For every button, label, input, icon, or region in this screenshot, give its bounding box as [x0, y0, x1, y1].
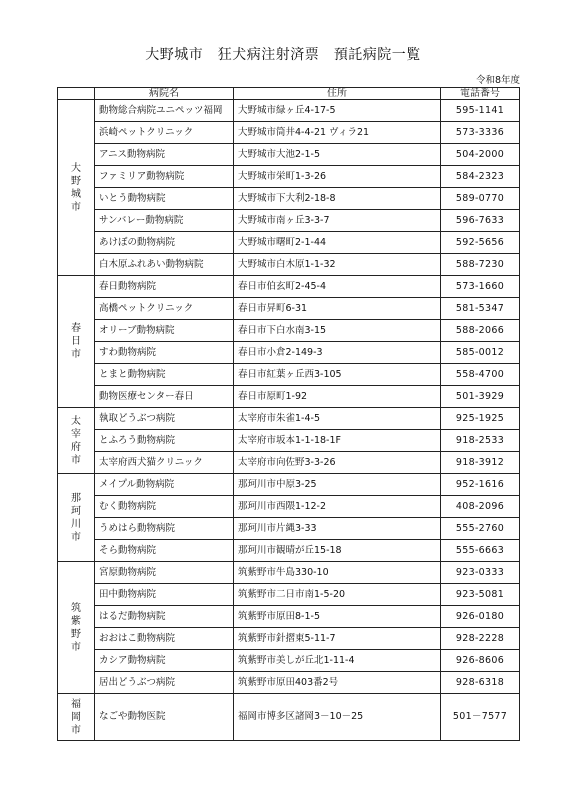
city-label: 春日市 [71, 323, 81, 360]
table-row [58, 364, 520, 386]
address-cell: 太宰府市坂本1-1-18-1F [234, 430, 441, 452]
phone-cell: 581-5347 [441, 298, 520, 320]
phone-cell: 928-2228 [441, 628, 520, 650]
table-body [58, 100, 520, 741]
header-phone: 電話番号 [441, 88, 520, 100]
address-cell: 筑紫野市牛島330-10 [234, 562, 441, 584]
phone-cell: 926-0180 [441, 606, 520, 628]
phone-cell: 952-1616 [441, 474, 520, 496]
address-cell: 春日市小倉2-149-3 [234, 342, 441, 364]
fiscal-year-label: 令和8年度 [475, 75, 520, 86]
city-label: 那珂川市 [71, 492, 81, 543]
hospital-name-cell: そら動物病院 [95, 540, 234, 562]
hospital-name-cell: とまと動物病院 [95, 364, 234, 386]
table-row [58, 452, 520, 474]
address-cell: 那珂川市片縄3-33 [234, 518, 441, 540]
table-row [58, 606, 520, 628]
hospital-name-cell: 動物総合病院ユニペッツ福岡 [95, 100, 234, 122]
phone-cell: 501-3929 [441, 386, 520, 408]
address-cell: 春日市原町1-92 [234, 386, 441, 408]
address-cell: 大野城市大池2-1-5 [234, 144, 441, 166]
hospital-name-cell: 動物医療センター春日 [95, 386, 234, 408]
table-row [58, 166, 520, 188]
table-row [58, 496, 520, 518]
city-cell [58, 474, 95, 562]
table-row [58, 276, 520, 298]
phone-cell: 918-2533 [441, 430, 520, 452]
hospital-name-cell: とふろう動物病院 [95, 430, 234, 452]
hospital-name-cell: いとう動物病院 [95, 188, 234, 210]
phone-cell: 558-4700 [441, 364, 520, 386]
table-row [58, 298, 520, 320]
address-cell: 春日市下白水南3-15 [234, 320, 441, 342]
address-cell: 筑紫野市原田403番2号 [234, 672, 441, 694]
table-row [58, 408, 520, 430]
table-row [58, 232, 520, 254]
phone-cell: 928-6318 [441, 672, 520, 694]
city-label: 福岡市 [71, 698, 81, 736]
table-row [58, 474, 520, 496]
phone-cell: 595-1141 [441, 100, 520, 122]
hospital-name-cell: 浜崎ペットクリニック [95, 122, 234, 144]
city-cell [58, 276, 95, 408]
hospital-name-cell: 執取どうぶつ病院 [95, 408, 234, 430]
address-cell: 大野城市白木原1-1-32 [234, 254, 441, 276]
header-address: 住所 [234, 88, 441, 100]
phone-cell: 584-2323 [441, 166, 520, 188]
city-cell [58, 562, 95, 694]
hospital-name-cell: メイプル動物病院 [95, 474, 234, 496]
address-cell: 大野城市筒井4-4-21 ヴィラ21 [234, 122, 441, 144]
phone-cell: 923-5081 [441, 584, 520, 606]
phone-cell: 926-8606 [441, 650, 520, 672]
address-cell: 筑紫野市二日市南1-5-20 [234, 584, 441, 606]
hospital-name-cell: すわ動物病院 [95, 342, 234, 364]
phone-cell: 408-2096 [441, 496, 520, 518]
address-cell: 筑紫野市原田8-1-5 [234, 606, 441, 628]
phone-cell: 504-2000 [441, 144, 520, 166]
page-title: 大野城市 狂犬病注射済票 預託病院一覧 [145, 47, 421, 63]
hospital-name-cell: サンバレー動物病院 [95, 210, 234, 232]
table-row [58, 540, 520, 562]
table-row [58, 342, 520, 364]
table-row [58, 320, 520, 342]
hospital-name-cell: 太宰府西犬猫クリニック [95, 452, 234, 474]
city-cell [58, 408, 95, 474]
hospital-name-cell: ファミリア動物病院 [95, 166, 234, 188]
table-row [58, 562, 520, 584]
phone-cell: 573-3336 [441, 122, 520, 144]
hospital-name-cell: むく動物病院 [95, 496, 234, 518]
hospital-name-cell: あけぼの動物病院 [95, 232, 234, 254]
table-row [58, 430, 520, 452]
city-label: 筑紫野市 [71, 602, 81, 653]
hospital-name-cell: カシア動物病院 [95, 650, 234, 672]
phone-cell: 923-0333 [441, 562, 520, 584]
address-cell: 春日市紅葉ヶ丘西3-105 [234, 364, 441, 386]
header-city [58, 88, 95, 100]
address-cell: 那珂川市観晴が丘15-18 [234, 540, 441, 562]
address-cell: 大野城市南ヶ丘3-3-7 [234, 210, 441, 232]
city-label: 太宰府市 [71, 415, 81, 466]
table-row [58, 100, 520, 122]
table-row [58, 210, 520, 232]
city-cell [58, 694, 95, 741]
header-hospital-name: 病院名 [95, 88, 234, 100]
phone-cell: 501－7577 [441, 694, 520, 741]
address-cell: 那珂川市西隈1-12-2 [234, 496, 441, 518]
table-row [58, 188, 520, 210]
hospital-name-cell: 宮原動物病院 [95, 562, 234, 584]
hospital-table [57, 87, 520, 741]
table-row [58, 254, 520, 276]
phone-cell: 573-1660 [441, 276, 520, 298]
hospital-name-cell: 高橋ペットクリニック [95, 298, 234, 320]
phone-cell: 588-7230 [441, 254, 520, 276]
table-header-row [58, 88, 520, 100]
address-cell: 大野城市曙町2-1-44 [234, 232, 441, 254]
address-cell: 大野城市栄町1-3-26 [234, 166, 441, 188]
hospital-name-cell: はるだ動物病院 [95, 606, 234, 628]
address-cell: 大野城市下大利2-18-8 [234, 188, 441, 210]
address-cell: 福岡市博多区諸岡3－10－25 [234, 694, 441, 741]
address-cell: 太宰府市向佐野3-3-26 [234, 452, 441, 474]
hospital-name-cell: オリーブ動物病院 [95, 320, 234, 342]
table-row [58, 628, 520, 650]
city-cell [58, 100, 95, 276]
hospital-name-cell: 田中動物病院 [95, 584, 234, 606]
table-row [58, 144, 520, 166]
hospital-name-cell: なごや動物医院 [95, 694, 234, 741]
table-row [58, 650, 520, 672]
phone-cell: 585-0012 [441, 342, 520, 364]
address-cell: 太宰府市朱雀1-4-5 [234, 408, 441, 430]
address-cell: 筑紫野市針摺東5-11-7 [234, 628, 441, 650]
address-cell: 春日市昇町6-31 [234, 298, 441, 320]
table-row [58, 672, 520, 694]
city-label: 大野城市 [71, 162, 81, 213]
table-row [58, 122, 520, 144]
phone-cell: 555-6663 [441, 540, 520, 562]
table-row [58, 386, 520, 408]
hospital-name-cell: おおはこ動物病院 [95, 628, 234, 650]
address-cell: 筑紫野市美しが丘北1-11-4 [234, 650, 441, 672]
address-cell: 大野城市緑ヶ丘4-17-5 [234, 100, 441, 122]
table-row [58, 584, 520, 606]
phone-cell: 588-2066 [441, 320, 520, 342]
phone-cell: 555-2760 [441, 518, 520, 540]
address-cell: 那珂川市中原3-25 [234, 474, 441, 496]
phone-cell: 592-5656 [441, 232, 520, 254]
hospital-name-cell: 白木原ふれあい動物病院 [95, 254, 234, 276]
hospital-name-cell: アニス動物病院 [95, 144, 234, 166]
address-cell: 春日市伯玄町2-45-4 [234, 276, 441, 298]
hospital-name-cell: 居出どうぶつ病院 [95, 672, 234, 694]
phone-cell: 596-7633 [441, 210, 520, 232]
phone-cell: 589-0770 [441, 188, 520, 210]
table-row [58, 518, 520, 540]
table-row [58, 694, 520, 741]
phone-cell: 925-1925 [441, 408, 520, 430]
hospital-name-cell: 春日動物病院 [95, 276, 234, 298]
phone-cell: 918-3912 [441, 452, 520, 474]
hospital-name-cell: うめはら動物病院 [95, 518, 234, 540]
